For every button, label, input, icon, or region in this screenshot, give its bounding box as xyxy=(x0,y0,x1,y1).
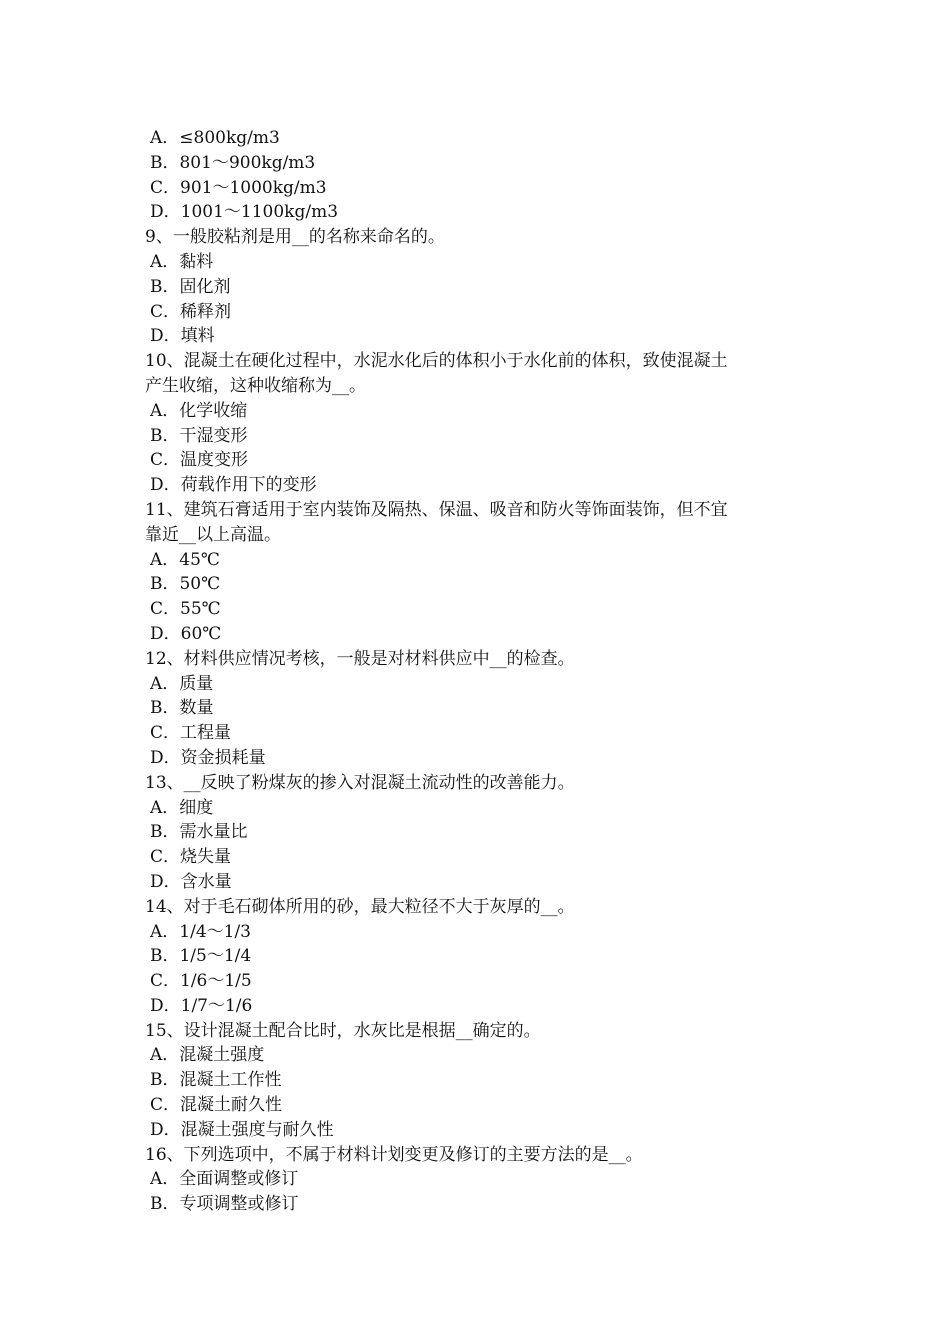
question-text-line: 9、一般胶粘剂是用__的名称来命名的。 xyxy=(145,227,445,248)
question-list xyxy=(145,126,810,1217)
answer-option: D．资金损耗量 xyxy=(150,747,266,768)
answer-option: C．烧失量 xyxy=(150,847,232,868)
question-text-line: 16、下列选项中，不属于材料计划变更及修订的主要方法的是__。 xyxy=(145,1144,643,1165)
answer-option: D．1001～1100kg/m3 xyxy=(150,202,339,223)
answer-option: D．填料 xyxy=(150,326,215,347)
answer-option: C．稀释剂 xyxy=(150,301,232,322)
answer-option: B．数量 xyxy=(150,698,214,719)
answer-option: C．温度变形 xyxy=(150,450,249,471)
question-text-line: 14、对于毛石砌体所用的砂，最大粒径不大于灰厚的__。 xyxy=(145,896,575,917)
answer-option: B．干湿变形 xyxy=(150,425,248,446)
question-text-line: 13、__反映了粉煤灰的掺入对混凝土流动性的改善能力。 xyxy=(145,772,575,793)
answer-option: B．固化剂 xyxy=(150,276,231,297)
answer-option: A．45℃ xyxy=(150,549,220,570)
answer-option: B．1/5～1/4 xyxy=(150,946,252,967)
answer-option: A．全面调整或修订 xyxy=(150,1169,299,1190)
answer-option: D．荷载作用下的变形 xyxy=(150,475,317,496)
answer-option: B．801～900kg/m3 xyxy=(150,152,316,173)
answer-option: B．专项调整或修订 xyxy=(150,1194,299,1215)
answer-option: D．含水量 xyxy=(150,871,232,892)
answer-option: D．60℃ xyxy=(150,623,222,644)
answer-option: A．≤800kg/m3 xyxy=(150,128,280,148)
question-text-line: 靠近__以上高温。 xyxy=(145,524,281,545)
answer-option: B．需水量比 xyxy=(150,822,248,843)
answer-option: C．1/6～1/5 xyxy=(150,971,252,992)
answer-option: A．化学收缩 xyxy=(150,400,248,421)
answer-option: B．50℃ xyxy=(150,574,221,595)
question-text-line: 12、材料供应情况考核，一般是对材料供应中__的检查。 xyxy=(145,648,575,669)
question-text-line: 15、设计混凝土配合比时，水灰比是根据__确定的。 xyxy=(145,1020,541,1041)
answer-option: D．混凝土强度与耐久性 xyxy=(150,1119,334,1140)
answer-option: A．黏料 xyxy=(150,251,214,272)
answer-option: A．细度 xyxy=(150,797,214,818)
answer-option: A．1/4～1/3 xyxy=(150,921,251,942)
answer-option: D．1/7～1/6 xyxy=(150,995,253,1016)
answer-option: A．质量 xyxy=(150,673,214,694)
question-text-line: 11、建筑石膏适用于室内装饰及隔热、保温、吸音和防火等饰面装饰，但不宜 xyxy=(145,499,728,520)
answer-option: C．55℃ xyxy=(150,599,221,620)
question-text-line: 产生收缩，这种收缩称为__。 xyxy=(145,375,366,396)
answer-option: B．混凝土工作性 xyxy=(150,1070,282,1091)
answer-option: A．混凝土强度 xyxy=(150,1045,265,1066)
answer-option: C．901～1000kg/m3 xyxy=(150,177,327,198)
answer-option: C．混凝土耐久性 xyxy=(150,1095,283,1116)
answer-option: C．工程量 xyxy=(150,723,232,744)
question-text-line: 10、混凝土在硬化过程中，水泥水化后的体积小于水化前的体积，致使混凝土 xyxy=(145,351,728,372)
